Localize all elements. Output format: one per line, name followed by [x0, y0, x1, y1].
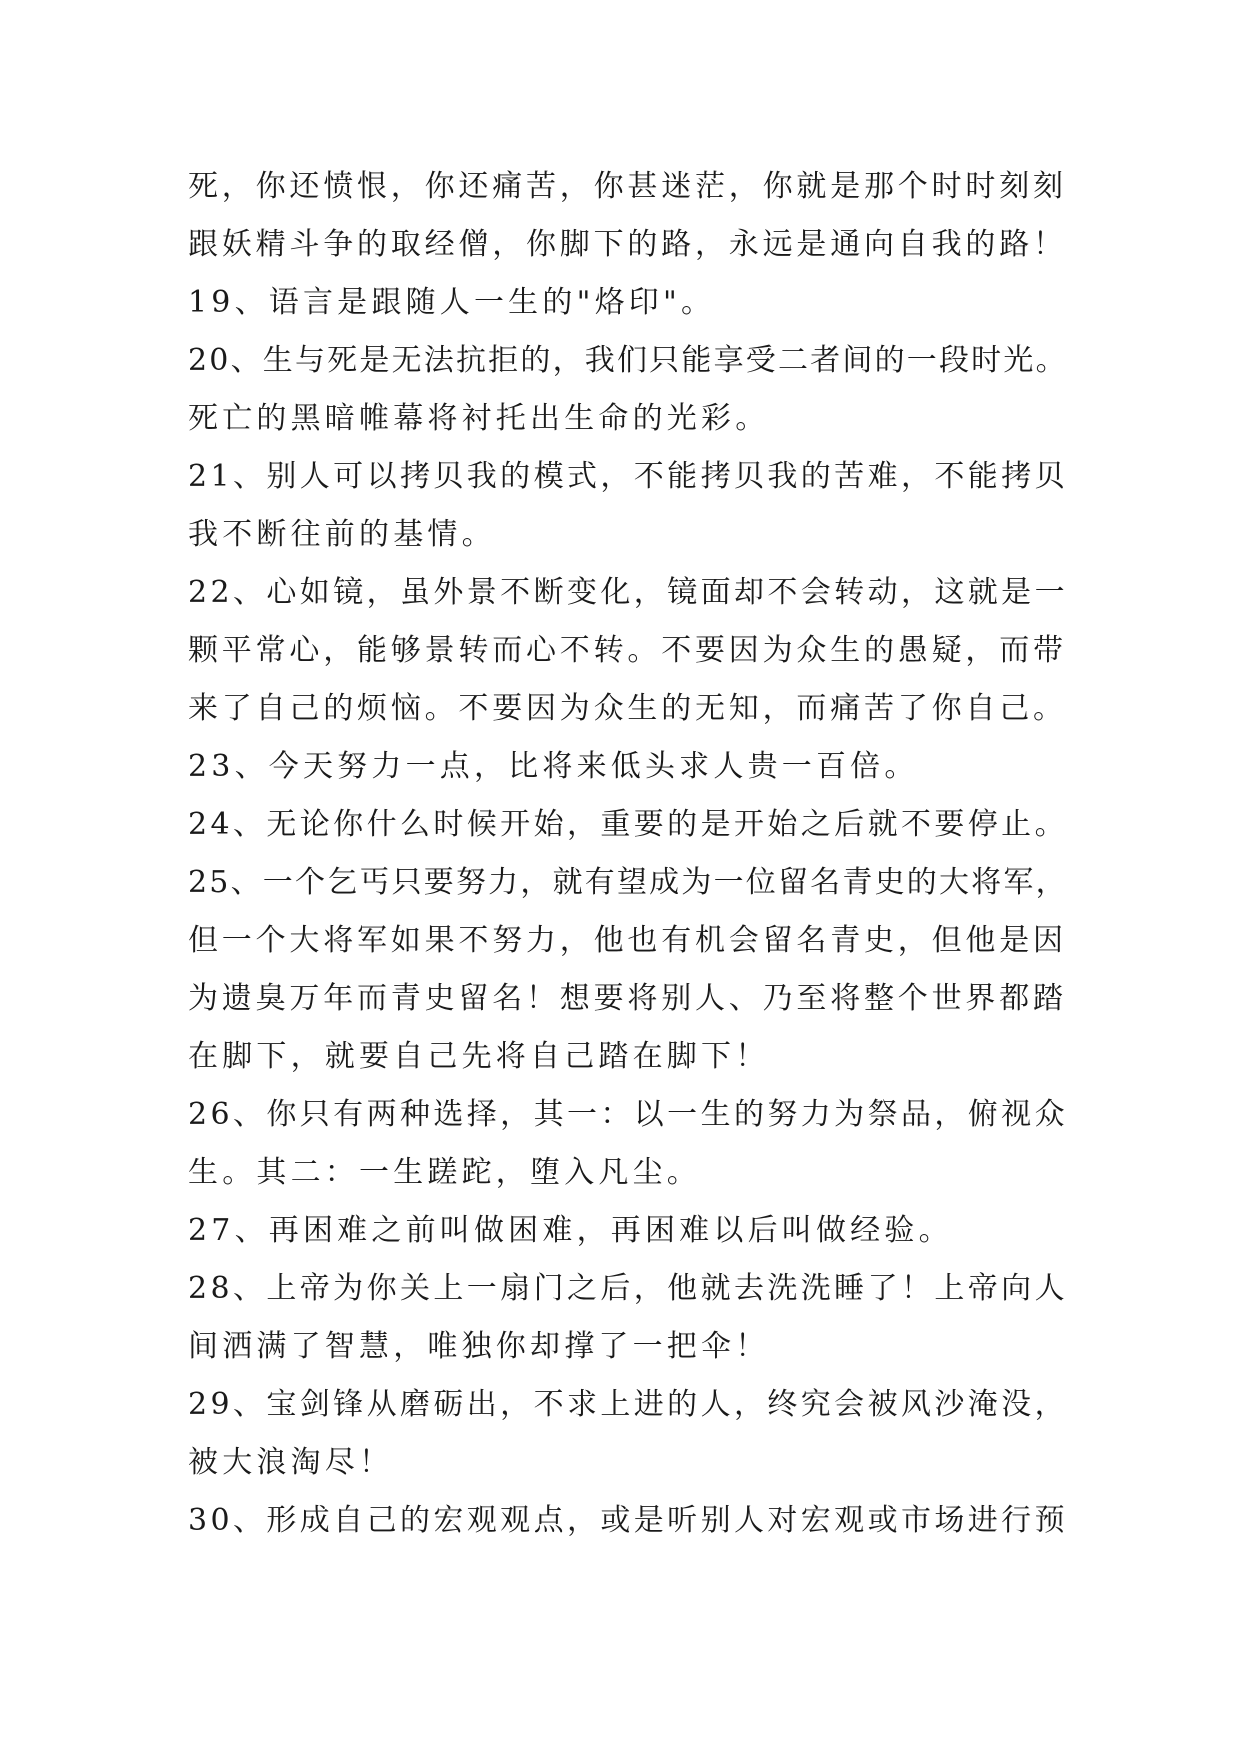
text-line: 23、今天努力一点，比将来低头求人贵一百倍。	[188, 749, 919, 784]
text-line: 26、你只有两种选择，其一：以一生的努力为祭品，俯视众	[188, 1097, 1068, 1132]
text-line: 死亡的黑暗帷幕将衬托出生命的光彩。	[188, 401, 770, 436]
text-line: 21、别人可以拷贝我的模式，不能拷贝我的苦难，不能拷贝	[188, 459, 1068, 494]
text-line: 生。其二：一生蹉跎，堕入凡尘。	[188, 1155, 701, 1190]
body-text	[188, 158, 1068, 1550]
text-line: 跟妖精斗争的取经僧，你脚下的路，永远是通向自我的路！	[188, 227, 1067, 262]
text-line: 27、再困难之前叫做困难，再困难以后叫做经验。	[188, 1213, 953, 1248]
text-line: 在脚下，就要自己先将自己踏在脚下！	[188, 1039, 770, 1074]
text-line: 30、形成自己的宏观观点，或是听别人对宏观或市场进行预	[188, 1503, 1068, 1538]
text-line: 我不断往前的基情。	[188, 517, 496, 552]
text-line: 20、生与死是无法抗拒的，我们只能享受二者间的一段时光。	[188, 343, 1068, 378]
text-line: 死，你还愤恨，你还痛苦，你甚迷茫，你就是那个时时刻刻	[188, 169, 1067, 204]
text-line: 被大浪淘尽！	[188, 1445, 394, 1480]
text-line: 25、一个乞丐只要努力，就有望成为一位留名青史的大将军，	[188, 865, 1068, 900]
text-line: 来了自己的烦恼。不要因为众生的无知，而痛苦了你自己。	[188, 691, 1067, 726]
text-line: 29、宝剑锋从磨砺出，不求上进的人，终究会被风沙淹没，	[188, 1387, 1068, 1422]
text-line: 28、上帝为你关上一扇门之后，他就去洗洗睡了！上帝向人	[188, 1271, 1068, 1306]
text-line: 19、语言是跟随人一生的"烙印"。	[188, 285, 716, 320]
text-line: 但一个大将军如果不努力，他也有机会留名青史，但他是因	[188, 923, 1067, 958]
text-line: 22、心如镜，虽外景不断变化，镜面却不会转动，这就是一	[188, 575, 1068, 610]
text-line: 颗平常心，能够景转而心不转。不要因为众生的愚疑，而带	[188, 633, 1067, 668]
text-line: 24、无论你什么时候开始，重要的是开始之后就不要停止。	[188, 807, 1068, 842]
text-line: 间洒满了智慧，唯独你却撑了一把伞！	[188, 1329, 770, 1364]
text-line: 为遗臭万年而青史留名！想要将别人、乃至将整个世界都踏	[188, 981, 1067, 1016]
